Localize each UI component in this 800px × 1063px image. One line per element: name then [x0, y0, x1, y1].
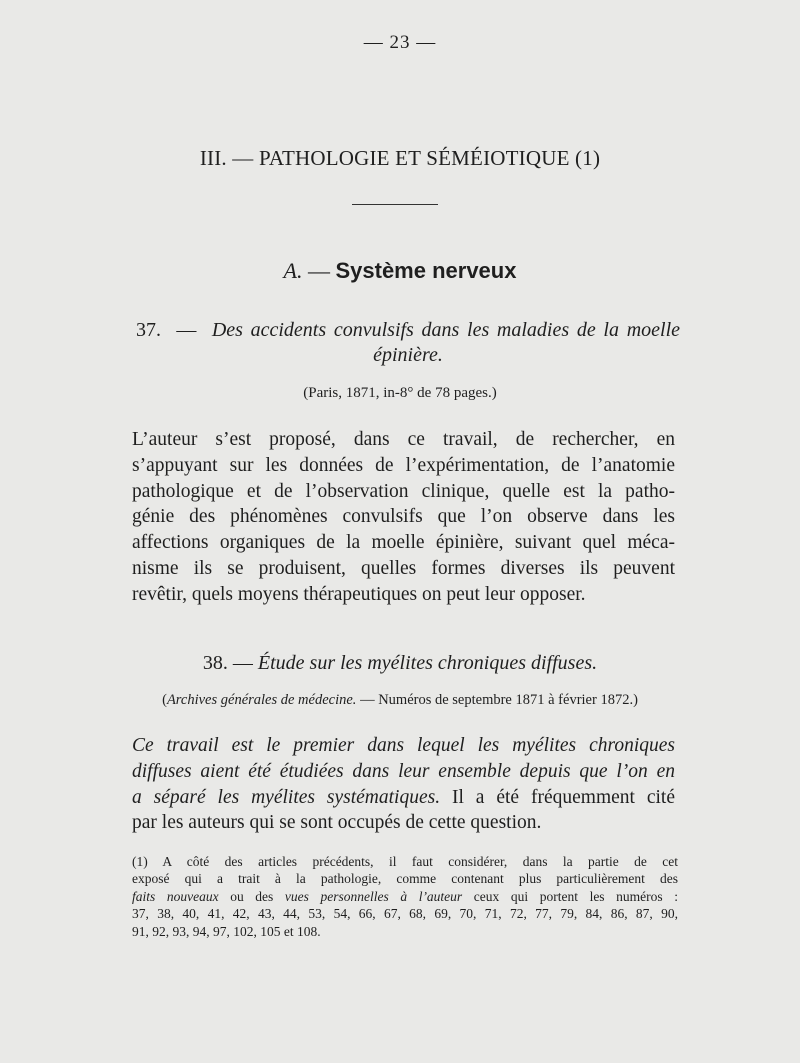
- entry-37-title: Des accidents convulsifs dans les maladies de la moelle: [211, 319, 680, 341]
- journal-name: Archives générales de médecine.: [166, 692, 357, 708]
- body-line: s’appuyant sur les données de l’expérimentation, de l’anatomie: [132, 454, 675, 476]
- section-heading: [0, 258, 800, 284]
- body-line: Ce travail est le premier dans lequel les myélites chroniques: [132, 735, 675, 756]
- body-line: par les auteurs qui se sont occupés de cette question.: [132, 812, 542, 834]
- footnote-line: 91, 92, 93, 94, 97, 102, 105 et 108.: [132, 923, 321, 939]
- footnote-line: 37, 38, 40, 41, 42, 43, 44, 53, 54, 66, 67, 68, 69, 70, 71, 72, 77, 79, 84, 86, 87, 90,: [132, 906, 678, 922]
- body-line: [132, 785, 675, 811]
- footnote: [132, 853, 678, 940]
- body-roman-part: Il a été fréquemment cité: [440, 786, 675, 808]
- separator-rule: [352, 204, 438, 205]
- section-letter: A.: [283, 258, 303, 283]
- entry-38-publication: [0, 692, 800, 709]
- footnote-italic: vues personnelles à l’auteur: [284, 888, 463, 904]
- footnote-italic: faits nouveaux: [132, 888, 219, 904]
- section-title: Système nerveux: [335, 258, 517, 283]
- chapter-heading: III. — PATHOLOGIE ET SÉMÉIOTIQUE (1): [199, 146, 601, 170]
- entry-37-number: 37.: [136, 319, 161, 341]
- entry-38-number: 38.: [202, 652, 228, 674]
- pub-details: — Numéros de septembre 1871 à février 1872.): [356, 692, 638, 708]
- body-line: affections organiques de la moelle épinière, suivant quel méca-: [132, 532, 675, 554]
- entry-37-dash: —: [176, 319, 197, 341]
- body-italic-part: a séparé les myélites systématiques.: [132, 786, 441, 808]
- body-line: nisme ils se produisent, quelles formes diverses ils peuvent: [132, 557, 675, 579]
- footnote-text: ceux qui portent les numéros :: [462, 888, 679, 904]
- body-line: diffuses aient été étudiées dans leur ensemble depuis que l’on en: [132, 760, 675, 782]
- body-line: L’auteur s’est proposé, dans ce travail, de rechercher, en: [132, 429, 675, 450]
- body-line: génie des phénomènes convulsifs que l’on observe dans les: [132, 506, 675, 528]
- footnote-line: (1) A côté des articles précédents, il faut considérer, dans la partie de cet: [132, 854, 678, 869]
- body-line: revêtir, quels moyens thérapeutiques on peut leur opposer.: [132, 583, 586, 605]
- section-dash: —: [307, 258, 330, 283]
- pub-open-paren: (: [162, 692, 167, 708]
- body-line: pathologique et de l’observation clinique, quelle est la patho-: [132, 480, 675, 502]
- footnote-line: [132, 888, 678, 905]
- entry-37-body: [132, 427, 675, 608]
- footnote-line: exposé qui a trait à la pathologie, comme contenant plus particulièrement des: [132, 871, 678, 887]
- page-number: — 23 —: [363, 32, 437, 53]
- entry-37-publication: (Paris, 1871, in-8° de 78 pages.): [303, 385, 497, 401]
- entry-37-title-line1: [136, 318, 680, 342]
- entry-37-title-line2: épinière.: [373, 344, 443, 366]
- entry-38-body: [132, 733, 675, 836]
- entry-38-title: Étude sur les myélites chroniques diffuses.: [257, 652, 598, 674]
- entry-38-heading: [0, 652, 800, 675]
- entry-38-dash: —: [232, 652, 253, 674]
- footnote-text: ou des: [218, 888, 285, 904]
